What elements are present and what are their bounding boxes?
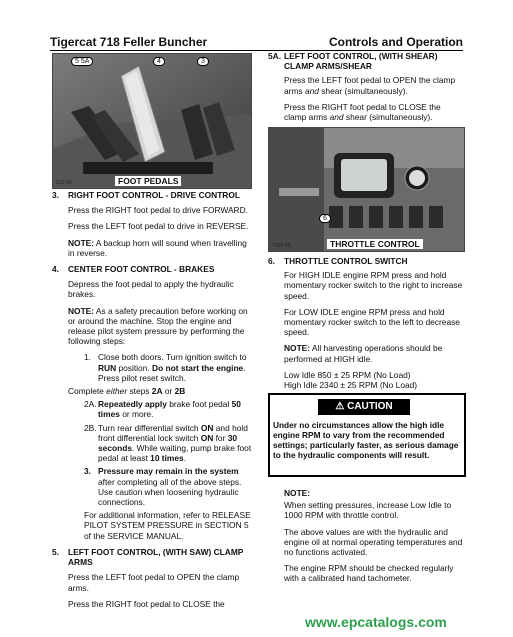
- s5a-para-2: Press the RIGHT foot pedal to CLOSE the clamp arms and shear (simultaneously).: [284, 101, 441, 123]
- right-column-mid: [268, 256, 464, 390]
- note2-para-1: When setting pressures, increase Low Idle to 1000 RPM with throttle control.: [284, 500, 452, 521]
- figure-caption: FOOT PEDALS: [115, 176, 181, 186]
- step-2b: 2B.Turn rear differential switch ON and hold front differential lock switch ON for 30 seconds. While waiting, pump brake foot pedal at least 10 times.: [84, 422, 252, 464]
- step-1: 1. Close both doors. Turn ignition switch to RUN position. Do not start the engine. Press pilot reset switch.: [84, 352, 247, 383]
- section-5-heading: 5. LEFT FOOT CONTROL, (WITH SAW) CLAMP ARMS: [52, 546, 244, 568]
- right-column-top: [268, 51, 464, 128]
- s3-para-2: Press the LEFT foot pedal to drive in REVERSE.: [68, 221, 249, 232]
- figure-number: 212-28: [56, 180, 72, 186]
- callout-3: 3: [197, 57, 209, 66]
- foot-pedals-photo: [53, 54, 251, 188]
- callout-5-5a: 5 5A: [71, 57, 93, 66]
- section-title: Controls and Operation: [328, 35, 463, 49]
- foot-pedals-figure: [52, 53, 252, 189]
- manual-title: Tigercat 718 Feller Buncher: [50, 35, 208, 49]
- s4-para-1: Depress the foot pedal to apply the hydraulic brakes.: [68, 279, 234, 300]
- s5-para-1: Press the LEFT foot pedal to OPEN the clamp arms.: [68, 572, 240, 593]
- note2-label: NOTE:: [284, 488, 311, 498]
- step-3: 3. Pressure may remain in the system after completing all of the above steps. Use caution when loosening hydraulic connections.: [84, 466, 242, 508]
- section-3-heading: 3. RIGHT FOOT CONTROL - DRIVE CONTROL: [52, 190, 240, 200]
- step-3-reference: For additional information, refer to RELEASE PILOT SYSTEM PRESSURE in SECTION 5 of the SERVICE MANUAL.: [84, 510, 251, 541]
- right-column-bottom: [268, 488, 464, 590]
- note2-para-3: The engine RPM should be checked regularly with a calibrated hand tachometer.: [284, 563, 454, 584]
- s6-para-1: For HIGH IDLE engine RPM press and hold momentary rocker switch to the right to increase speed.: [284, 270, 463, 301]
- caution-badge: ⚠ CAUTION: [318, 399, 410, 415]
- section-5a-heading: 5A. LEFT FOOT CONTROL, (WITH SHEAR) CLAMP ARMS/SHEAR: [268, 51, 438, 72]
- callout-6: 6: [319, 214, 331, 223]
- footer-watermark: www.epcatalogs.com: [305, 614, 447, 630]
- callout-4: 4: [153, 57, 165, 66]
- left-column: [52, 190, 252, 615]
- s4-note: NOTE: As a safety precaution before working on or around the machine. Stop the engine and release pilot system pressure by performing the following steps:: [68, 305, 248, 347]
- figure-caption: THROTTLE CONTROL: [327, 239, 423, 249]
- note2-para-2: The above values are with the hydraulic and engine oil at normal operating temperatures and no functions activated.: [284, 526, 463, 558]
- s5a-para-1: Press the LEFT foot pedal to OPEN the clamp arms and shear (simultaneously).: [284, 75, 456, 96]
- page-header: [50, 35, 463, 51]
- section-6-heading: 6. THROTTLE CONTROL SWITCH: [268, 256, 408, 266]
- section-4-heading: 4. CENTER FOOT CONTROL - BRAKES: [52, 264, 215, 275]
- low-idle: Low Idle 850 ± 25 RPM (No Load): [284, 369, 411, 380]
- warning-triangle-icon: ⚠: [335, 401, 345, 412]
- caution-text: Under no circumstances allow the high idle engine RPM to vary from the recommended settings; particularly faster, as serious damage to the hydraulic components will result.: [273, 420, 459, 460]
- s3-note: NOTE: A backup horn will sound when travelling in reverse.: [68, 237, 247, 258]
- caution-box: [268, 393, 466, 477]
- s3-para-1: Press the RIGHT foot pedal to drive FORWARD.: [68, 205, 248, 216]
- s5-para-2: Press the RIGHT foot pedal to CLOSE the: [68, 598, 225, 609]
- step-2a: 2A.Repeatedly apply brake foot pedal 50 times or more.: [84, 399, 241, 420]
- s6-note: NOTE: All harvesting operations should be performed at HIGH idle.: [284, 343, 443, 364]
- figure-number: 7250-99: [272, 243, 291, 249]
- s6-para-2: For LOW IDLE engine RPM press and hold momentary rocker switch to the left to decrease speed.: [284, 306, 460, 338]
- high-idle: High Idle 2340 ± 25 RPM (No Load): [284, 380, 418, 391]
- complete-steps: Complete either steps 2A or 2B: [68, 386, 186, 397]
- throttle-control-photo: [269, 128, 464, 251]
- throttle-control-figure: [268, 127, 465, 252]
